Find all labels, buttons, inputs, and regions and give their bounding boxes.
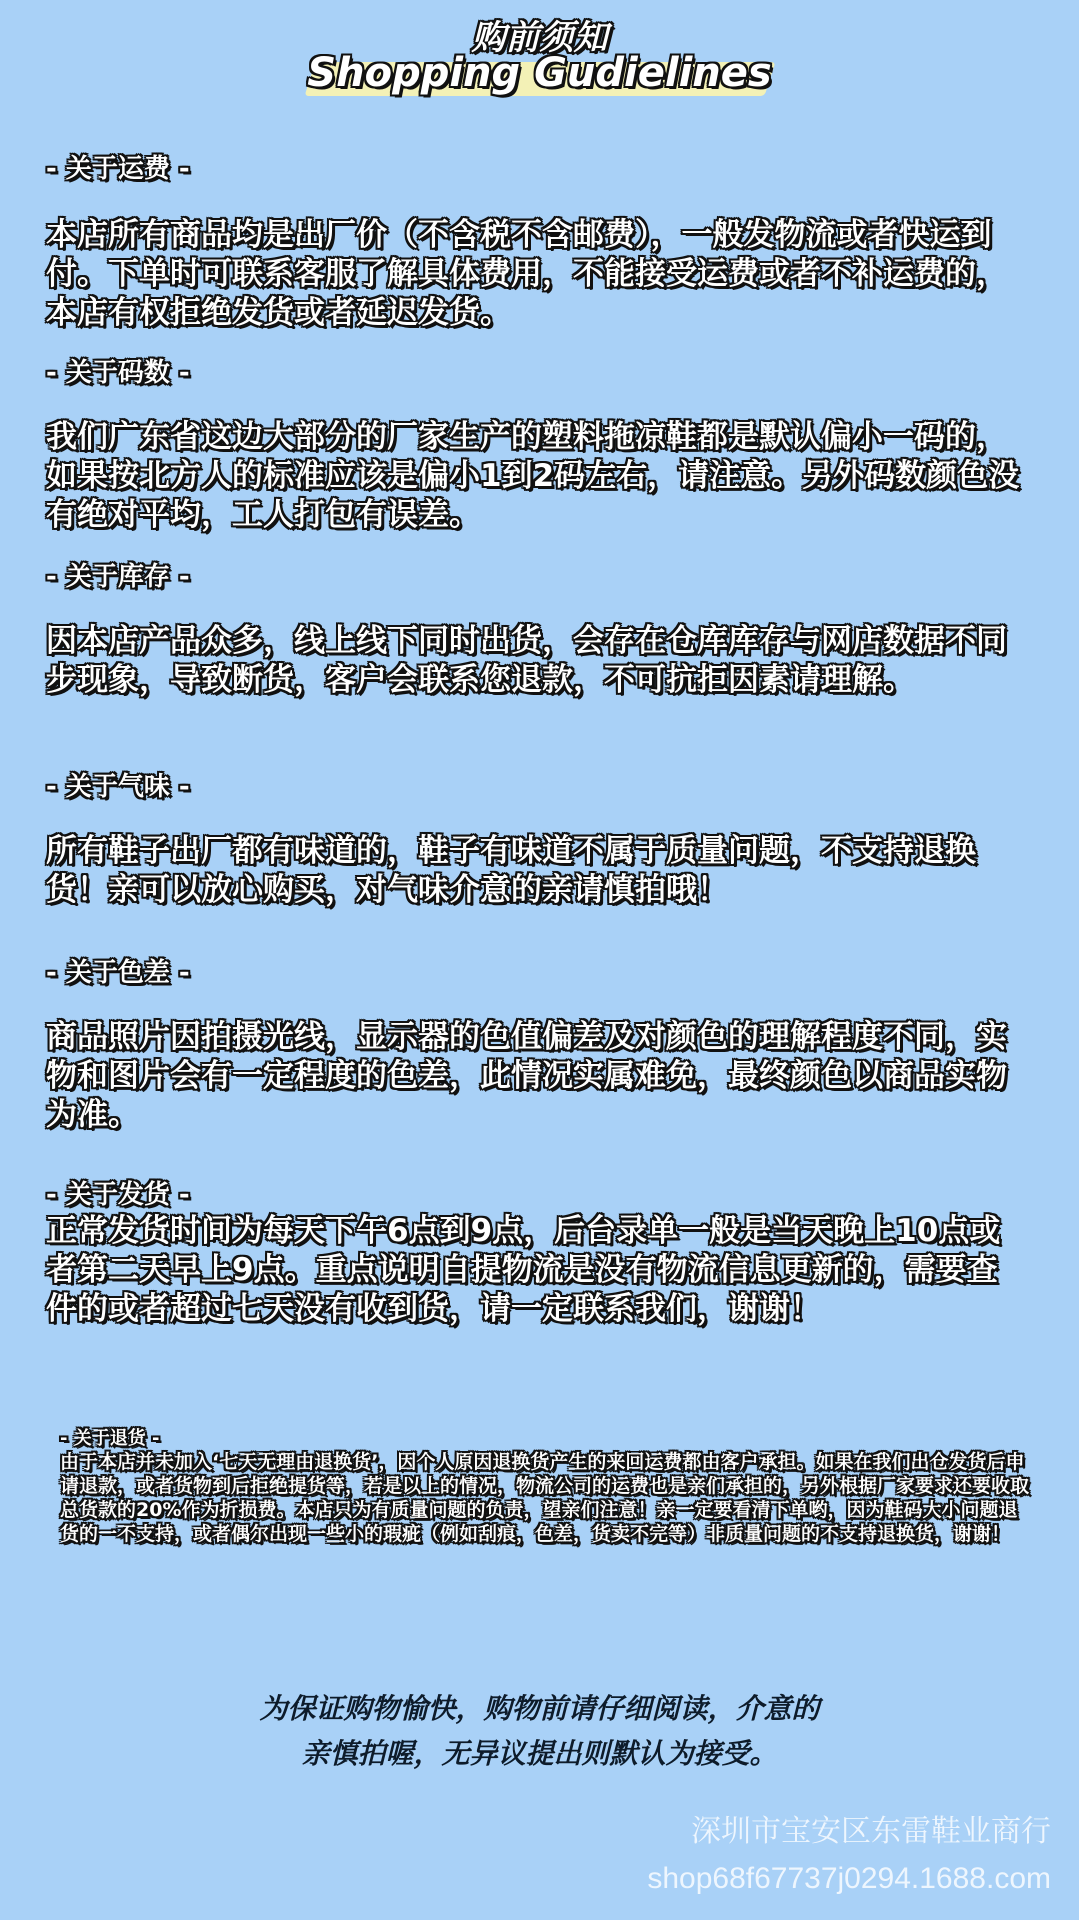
section-body-sizes: 我们广东省这边大部分的厂家生产的塑料拖凉鞋都是默认偏小一码的，如果按北方人的标准应该是偏小1到2码左右，请注意。另外码数颜色没有绝对平均，工人打包有误差。	[46, 419, 1020, 533]
section-title-stock: - 关于库存 -	[46, 562, 190, 592]
watermark-shop-url: shop68f67737j0294.1688.com	[647, 1862, 1051, 1895]
section-body-stock: 因本店产品众多，线上线下同时出货，会存在仓库库存与网店数据不同步现象，导致断货，客户会联系您退款，不可抗拒因素请理解。	[46, 623, 1007, 698]
section-title-odor: - 关于气味 -	[46, 772, 190, 802]
section-title-shipping-fee: - 关于运费 -	[46, 154, 190, 184]
header	[0, 0, 1079, 110]
watermark-company: 深圳市宝安区东雷鞋业商行	[691, 1815, 1051, 1848]
section-title-sizes: - 关于码数 -	[46, 358, 190, 388]
section-title-returns: - 关于退货 -	[60, 1428, 160, 1449]
section-body-color-diff: 商品照片因拍摄光线，显示器的色值偏差及对颜色的理解程度不同，实物和图片会有一定程度的色差，此情况实属难免，最终颜色以商品实物为准。	[46, 1019, 1007, 1133]
section-title-color-diff: - 关于色差 -	[46, 958, 190, 988]
footer-note-line2: 亲慎拍喔，无异议提出则默认为接受。	[301, 1737, 778, 1770]
section-title-delivery: - 关于发货 -	[46, 1180, 190, 1210]
footer-note-line1: 为保证购物愉快，购物前请仔细阅读，介意的	[259, 1692, 820, 1725]
section-body-odor: 所有鞋子出厂都有味道的，鞋子有味道不属于质量问题，不支持退换货！亲可以放心购买，对气味介意的亲请慎拍哦！	[46, 833, 976, 908]
section-body-returns: 由于本店并未加入‘七天无理由退换货’，因个人原因退换货产生的来回运费都由客户承担。如果在我们出仓发货后申请退款，或者货物到后拒绝提货等，若是以上的情况，物流公司的运费也是亲们承担的，另外根据厂家要求还要收取总货款的20%作为折损费。本店只为有质量问题的负责，望亲们注意！亲一定要看清下单哟，因为鞋码大小问题退货的一不支持，或者偶尔出现一些小的瑕疵（例如刮痕，色差，货卖不完等）非质量问题的不支持退换货，谢谢！	[60, 1451, 1030, 1545]
title-english: Shopping Gudielines	[307, 50, 772, 96]
title-chinese: 购前须知	[471, 18, 608, 58]
section-body-delivery: 正常发货时间为每天下午6点到9点，后台录单一般是当天晚上10点或者第二天早上9点。重点说明自提物流是没有物流信息更新的，需要查件的或者超过七天没有收到货，请一定联系我们，谢谢！	[46, 1213, 1001, 1327]
section-body-shipping-fee: 本店所有商品均是出厂价（不含税不含邮费），一般发物流或者快运到付。下单时可联系客服了解具体费用，不能接受运费或者不补运费的，本店有权拒绝发货或者延迟发货。	[46, 217, 1007, 331]
